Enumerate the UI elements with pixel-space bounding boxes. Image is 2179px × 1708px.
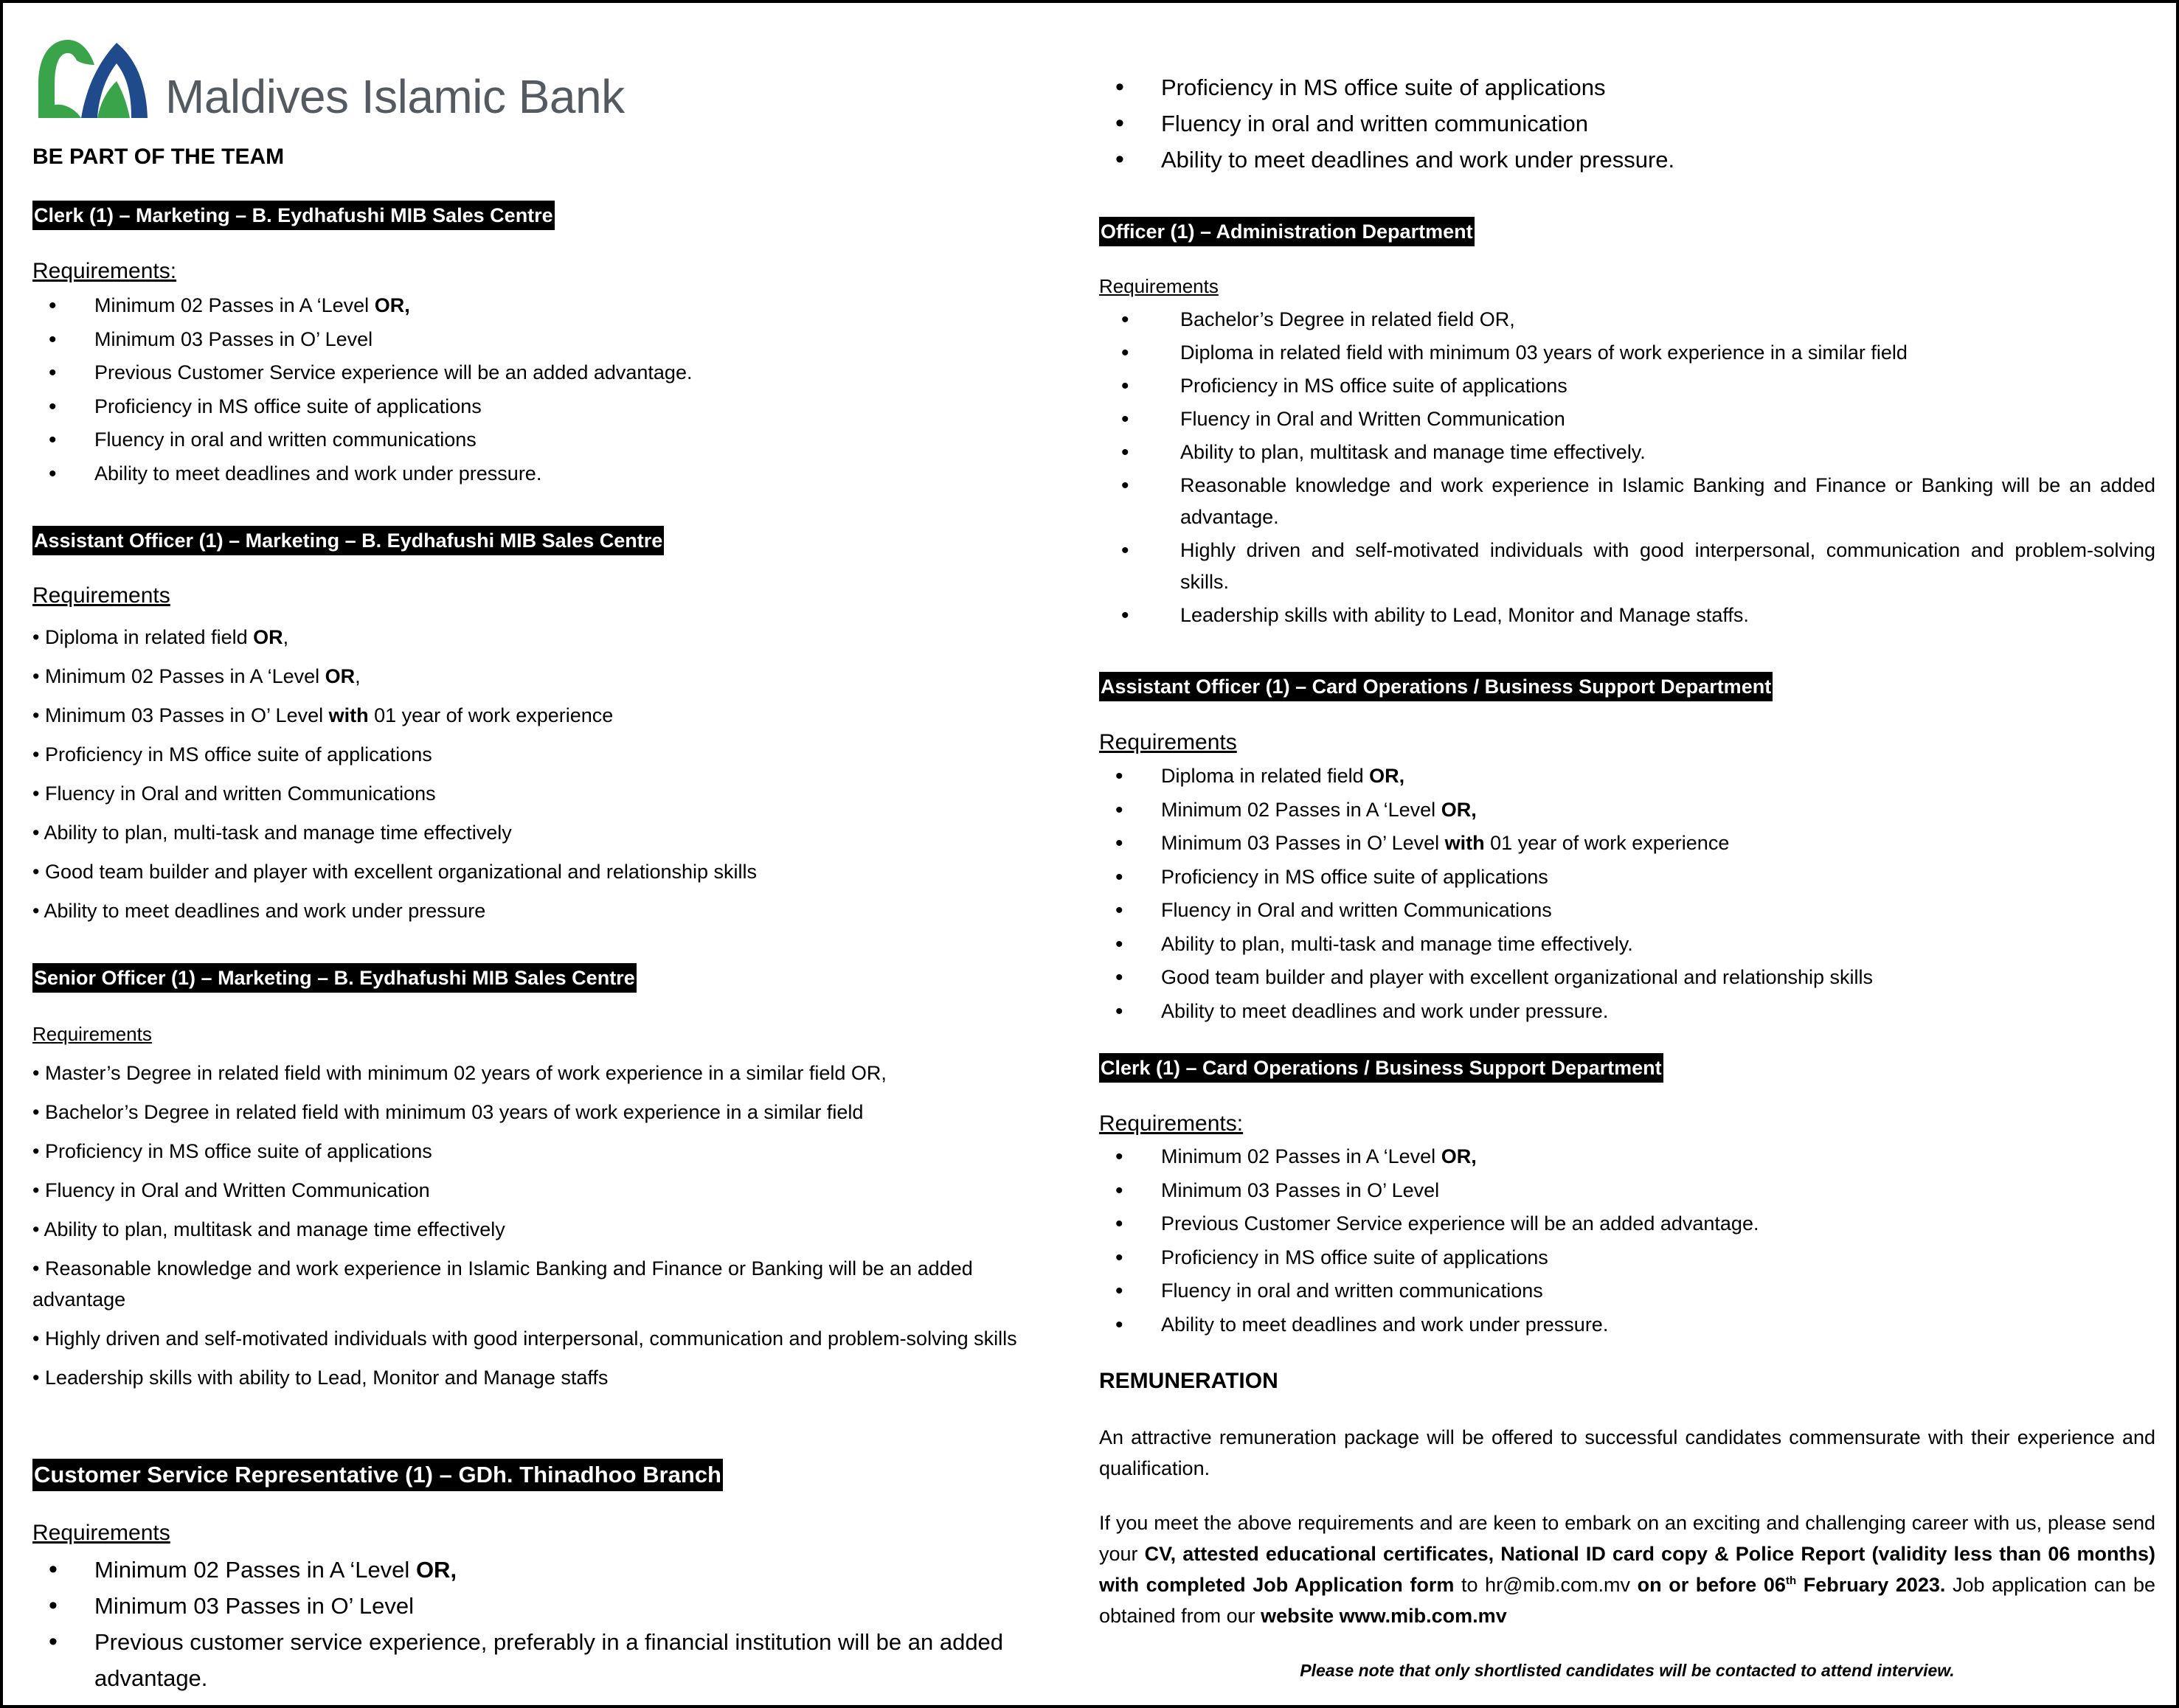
job-title: Officer (1) – Administration Department: [1099, 217, 1475, 246]
job-title: Assistant Officer (1) – Marketing – B. Eydhafushi MIB Sales Centre: [32, 526, 664, 555]
job-officer-administration: [1099, 217, 1475, 246]
remuneration-paragraph: An attractive remuneration package will be offered to successful candidates commensurate with their experience and qualification.: [1099, 1426, 2155, 1479]
requirements-label: Requirements: [1099, 730, 1237, 754]
list-item: • Proficiency in MS office suite of applications: [32, 1140, 432, 1162]
list-item: • Diploma in related field OR,: [32, 626, 289, 648]
list-item: • Previous Customer Service experience will be an added advantage.: [32, 356, 1065, 390]
requirements-list-continued: [1099, 69, 2155, 178]
list-item: • Minimum 02 Passes in A ‘Level OR,: [1099, 794, 2155, 827]
list-item: • Ability to plan, multi-task and manage time effectively.: [1099, 928, 2155, 962]
list-item: • Good team builder and player with excellent organizational and relationship skills: [32, 861, 758, 883]
list-item: • Fluency in oral and written communications: [1099, 1274, 2155, 1308]
list-item: • Previous customer service experience, preferably in a financial institution will be an added advantage.: [32, 1624, 1065, 1696]
list-item: • Minimum 02 Passes in A ‘Level OR,: [1099, 1140, 2155, 1174]
list-item: • Proficiency in MS office suite of applications: [1099, 370, 2155, 402]
list-item: • Highly driven and self-motivated individuals with good interpersonal, communication and problem-solving skills.: [1099, 535, 2155, 598]
list-item: • Good team builder and player with excellent organizational and relationship skills: [1099, 961, 2155, 995]
list-item: • Previous Customer Service experience will be an added advantage.: [1099, 1207, 2155, 1241]
list-item: • Fluency in Oral and Written Communication: [1099, 403, 2155, 435]
requirements-label: Requirements: [32, 583, 170, 608]
list-item: • Ability to plan, multi-task and manage time effectively: [32, 822, 512, 844]
team-heading: BE PART OF THE TEAM: [32, 145, 285, 169]
list-item: • Minimum 03 Passes in O’ Level: [1099, 1174, 2155, 1208]
job-title: Customer Service Representative (1) – GDh. Thinadhoo Branch: [32, 1459, 723, 1491]
job-title: Clerk (1) – Marketing – B. Eydhafushi MIB Sales Centre: [32, 201, 555, 230]
list-item: • Reasonable knowledge and work experience in Islamic Banking and Finance or Banking will be an added advantage: [32, 1257, 973, 1310]
bank-name: Maldives Islamic Bank: [165, 70, 625, 123]
job-clerk-card-operations: [1099, 1053, 1663, 1083]
list-item: • Proficiency in MS office suite of applications: [1099, 861, 2155, 895]
requirements-label: Requirements: [1099, 275, 1219, 297]
list-item: • Proficiency in MS office suite of applications: [32, 390, 1065, 424]
job-assistant-officer-card-operations: [1099, 672, 1773, 701]
requirements-list: [1099, 304, 2155, 633]
job-senior-officer-marketing: [32, 963, 637, 993]
list-item: • Ability to meet deadlines and work under pressure.: [32, 457, 1065, 491]
list-item: • Leadership skills with ability to Lead, Monitor and Manage staffs: [32, 1367, 609, 1389]
bank-logo: [35, 32, 625, 128]
list-item: • Bachelor’s Degree in related field OR,: [1099, 304, 2155, 336]
list-item: • Highly driven and self-motivated individuals with good interpersonal, communication and problem-solving skills: [32, 1327, 1017, 1350]
list-item: • Minimum 03 Passes in O’ Level: [32, 1588, 1065, 1624]
list-item: • Ability to plan, multitask and manage time effectively.: [1099, 437, 2155, 468]
list-item: • Minimum 02 Passes in A ‘Level OR,: [32, 665, 361, 687]
list-item: • Ability to meet deadlines and work under pressure.: [1099, 142, 2155, 178]
list-item: • Reasonable knowledge and work experience in Islamic Banking and Finance or Banking will be an added advantage.: [1099, 470, 2155, 533]
shortlist-note: Please note that only shortlisted candidates will be contacted to attend interview.: [1300, 1661, 1955, 1680]
job-title: Senior Officer (1) – Marketing – B. Eydhafushi MIB Sales Centre: [32, 963, 637, 993]
list-item: • Fluency in Oral and written Communications: [32, 782, 436, 805]
application-instructions: If you meet the above requirements and are keen to embark on an exciting and challenging career with us, please send your CV, attested educational certificates, National ID card copy & Police Report (validity less than 06 months) with completed Job Application form to hr@mib.com.mv on or before 06th February 2023. Job application can be obtained from our website www.mib.com.mv: [1099, 1512, 2155, 1627]
remuneration-heading: REMUNERATION: [1099, 1369, 1278, 1393]
job-title: Clerk (1) – Card Operations / Business Support Department: [1099, 1053, 1663, 1083]
list-item: • Minimum 02 Passes in A ‘Level OR,: [32, 289, 1065, 323]
list-item: • Ability to meet deadlines and work under pressure: [32, 900, 486, 922]
list-item: • Proficiency in MS office suite of applications: [1099, 69, 2155, 105]
job-clerk-marketing: [32, 201, 555, 230]
list-item: • Diploma in related field with minimum 03 years of work experience in a similar field: [1099, 337, 2155, 369]
job-customer-service-representative: [32, 1459, 723, 1491]
list-item: • Ability to plan, multitask and manage time effectively: [32, 1218, 505, 1240]
list-item: • Fluency in oral and written communication: [1099, 105, 2155, 142]
list-item: • Proficiency in MS office suite of applications: [32, 743, 432, 766]
bank-logo-icon: [35, 32, 161, 125]
job-assistant-officer-marketing: [32, 526, 664, 555]
list-item: • Ability to meet deadlines and work under pressure.: [1099, 1308, 2155, 1342]
requirements-list: [32, 1058, 1065, 1401]
list-item: • Minimum 02 Passes in A ‘Level OR,: [32, 1552, 1065, 1588]
list-item: • Bachelor’s Degree in related field with minimum 03 years of work experience in a similar field: [32, 1101, 864, 1123]
list-item: • Minimum 03 Passes in O’ Level with 01 year of work experience: [32, 704, 614, 726]
list-item: • Leadership skills with ability to Lead, Monitor and Manage staffs.: [1099, 600, 2155, 631]
requirements-list: [32, 1552, 1065, 1696]
list-item: • Fluency in oral and written communications: [32, 423, 1065, 457]
requirements-label: Requirements:: [1099, 1111, 1244, 1136]
list-item: • Minimum 03 Passes in O’ Level with 01 year of work experience: [1099, 827, 2155, 861]
requirements-label: Requirements: [32, 1521, 170, 1545]
list-item: • Fluency in Oral and written Communications: [1099, 894, 2155, 928]
list-item: • Ability to meet deadlines and work under pressure.: [1099, 995, 2155, 1029]
list-item: • Master’s Degree in related field with minimum 02 years of work experience in a similar field OR,: [32, 1062, 887, 1084]
job-title: Assistant Officer (1) – Card Operations / Business Support Department: [1099, 672, 1773, 701]
requirements-list: [32, 618, 1065, 931]
requirements-label: Requirements:: [32, 259, 177, 283]
list-item: • Minimum 03 Passes in O’ Level: [32, 323, 1065, 357]
list-item: • Fluency in Oral and Written Communication: [32, 1179, 430, 1201]
requirements-list: [32, 289, 1065, 490]
list-item: • Diploma in related field OR,: [1099, 760, 2155, 794]
list-item: • Proficiency in MS office suite of applications: [1099, 1241, 2155, 1275]
requirements-list: [1099, 1140, 2155, 1341]
requirements-label: Requirements: [32, 1023, 152, 1045]
requirements-list: [1099, 760, 2155, 1028]
